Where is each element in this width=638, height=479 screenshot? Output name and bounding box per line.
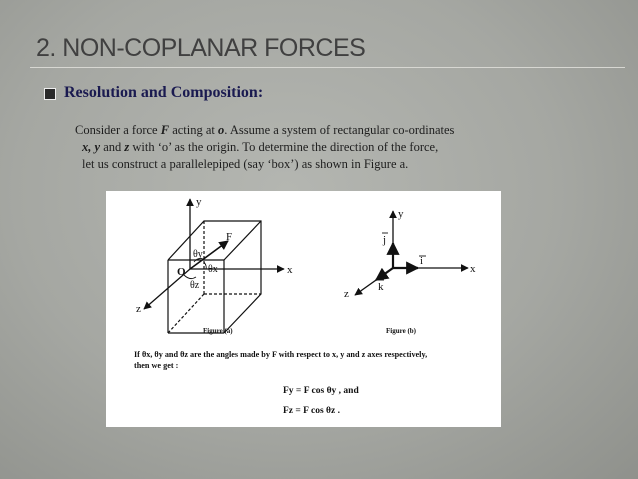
text-run: . Assume a system of rectangular co-ordinates xyxy=(224,123,455,137)
figure-a-label-force: F xyxy=(226,231,233,243)
figure-b-caption: Figure (b) xyxy=(386,327,417,335)
paragraph-line-1 xyxy=(75,123,454,138)
figure-b-label-k: k xyxy=(378,281,384,293)
paragraph-line-3: let us construct a parallelepiped (say ‘box’) as shown in Figure a. xyxy=(82,157,409,171)
figure-b-label-z: z xyxy=(344,288,349,300)
figure-b-label-x: x xyxy=(470,263,476,275)
title-divider xyxy=(30,67,625,68)
equation-fy: Fy = F cos θy , and xyxy=(283,386,359,396)
text-run: Consider a force xyxy=(75,123,161,137)
figure-b-label-i: i xyxy=(420,255,424,267)
figure-a-labels xyxy=(136,196,293,315)
figure-svg xyxy=(106,191,501,427)
figure-a-label-theta-z: θz xyxy=(190,280,200,291)
figure-a-label-z: z xyxy=(136,303,141,315)
axis-symbol-z: z xyxy=(124,140,130,154)
figure-a-caption: Figure (a) xyxy=(203,327,233,335)
figure-a-label-theta-x: θx xyxy=(208,264,218,275)
figure-a-label-x: x xyxy=(287,264,293,276)
figure-a-label-origin: O xyxy=(177,266,186,278)
equation-fz: Fz = F cos θz . xyxy=(283,406,340,416)
figure-b-unit-k xyxy=(376,268,393,280)
figure-a-label-theta-y: θy xyxy=(193,249,203,260)
figure-b-labels xyxy=(344,208,476,300)
section-heading: Resolution and Composition: xyxy=(64,84,264,101)
text-run: acting at xyxy=(169,123,219,137)
figure-b-axes xyxy=(355,211,468,295)
figure-text-line-2: then we get : xyxy=(134,361,179,370)
text-run: and xyxy=(100,140,125,154)
figure-b-label-y: y xyxy=(398,208,404,220)
figure-panel xyxy=(106,191,501,427)
figure-text-line-1: If θx, θy and θz are the angles made by F with respect to x, y and z axes respectively, xyxy=(134,350,428,359)
force-symbol: F xyxy=(160,123,170,137)
text-run: with ‘o’ as the origin. To determine the direction of the force, xyxy=(129,140,439,154)
figure-b-label-j: j xyxy=(383,234,387,246)
figure-a-axes xyxy=(144,199,284,309)
axis-symbols: x, y xyxy=(82,140,101,154)
paragraph-line-2 xyxy=(82,140,438,155)
figure-a-label-y: y xyxy=(196,196,202,208)
origin-symbol: o xyxy=(218,123,225,137)
figure-text xyxy=(134,350,427,416)
slide-title: 2. NON-COPLANAR FORCES xyxy=(36,34,366,62)
square-bullet-icon xyxy=(44,88,56,100)
